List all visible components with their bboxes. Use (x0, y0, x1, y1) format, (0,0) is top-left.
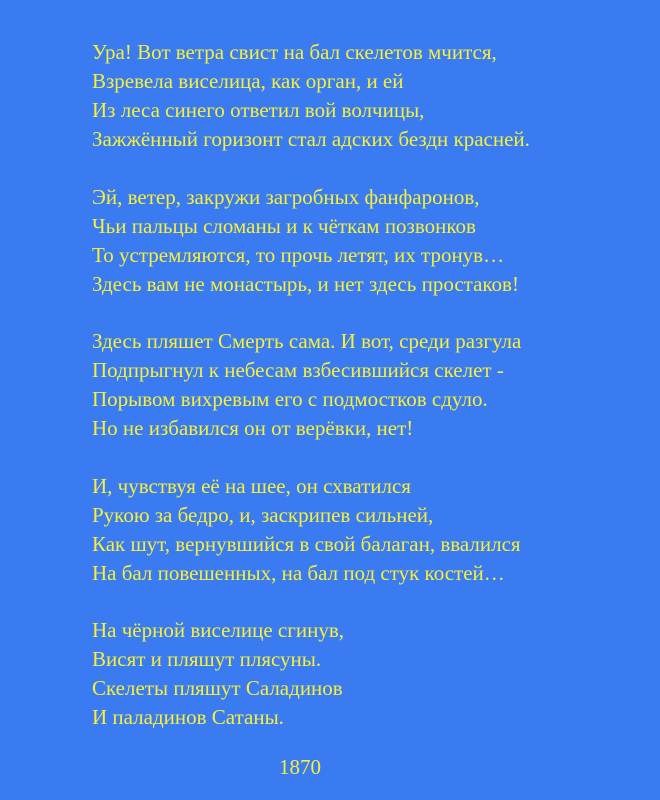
stanza (92, 327, 530, 443)
stanza (92, 38, 530, 154)
poem-line: Висят и пляшут плясуны. (92, 647, 322, 671)
poem-line: Скелеты пляшут Саладинов (92, 676, 343, 700)
poem-line: И, чувствуя её на шее, он схватился (92, 473, 411, 498)
poem-line: На бал повешенных, на бал под стук костей… (92, 560, 505, 585)
poem-line: Из леса синего ответил вой волчицы, (92, 98, 425, 122)
stanza (92, 472, 530, 588)
stanza (92, 616, 530, 732)
poem-line: Но не избавился он от верёвки, нет! (92, 416, 414, 440)
poem-line: Взревела виселица, как орган, и ей (92, 69, 404, 93)
poem-year: 1870 (279, 755, 321, 779)
poem-line: Здесь пляшет Смерть сама. И вот, среди разгула (92, 329, 522, 353)
poem-line: Подпрыгнул к небесам взбесившийся скелет - (92, 358, 504, 382)
poem-text (92, 38, 530, 761)
poem-line: Порывом вихревым его с подмостков сдуло. (92, 387, 488, 411)
poem-line: На чёрной виселице сгинув, (92, 618, 344, 642)
poem-line: Ура! Вот ветра свист на бал скелетов мчится, (92, 40, 497, 64)
stanza (92, 183, 530, 299)
poem-line: Как шут, вернувшийся в свой балаган, ввалился (92, 531, 521, 556)
poem-line: Здесь вам не монастырь, и нет здесь простаков! (92, 271, 519, 296)
poem-line: Зажжённый горизонт стал адских бездн красней. (92, 127, 530, 151)
poem-line: Эй, ветер, закружи загробных фанфаронов, (92, 184, 480, 209)
poem-line: То устремляются, то прочь летят, их тронув… (92, 242, 505, 267)
poem-line: И паладинов Сатаны. (92, 705, 284, 729)
poem-line: Чьи пальцы сломаны и к чёткам позвонков (92, 213, 476, 238)
poem-line: Рукою за бедро, и, заскрипев сильней, (92, 502, 434, 527)
